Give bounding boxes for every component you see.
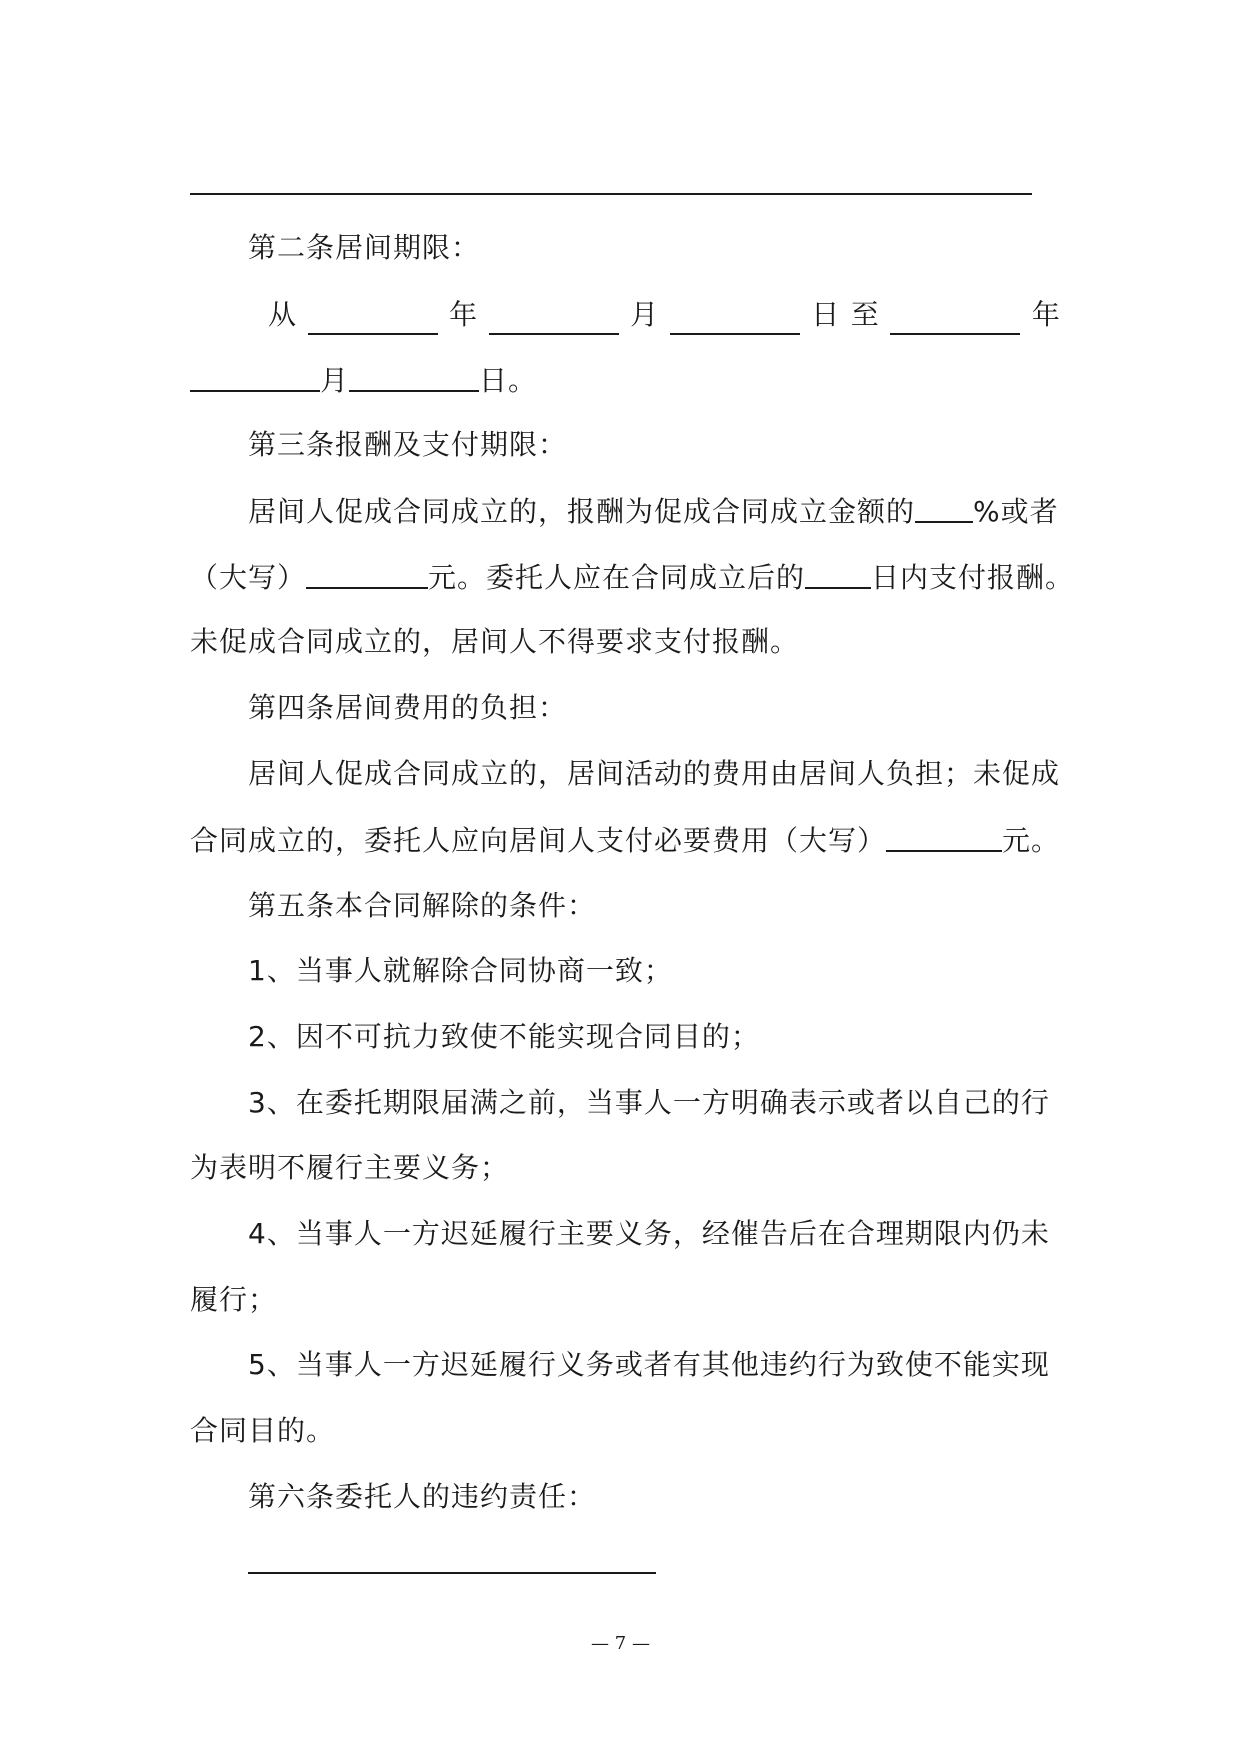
start-day-blank	[670, 303, 800, 335]
month-label: 月	[630, 298, 659, 331]
day-label: 日	[811, 298, 840, 331]
payment-days-blank	[805, 557, 871, 589]
to-label: 至	[850, 298, 879, 331]
article-4-heading: 第四条居间费用的负担：	[248, 691, 568, 724]
article-2-heading: 第二条居间期限：	[248, 231, 481, 264]
period-line-2	[190, 360, 1060, 401]
end-month-label: 月	[320, 364, 350, 397]
article-3-para-2	[190, 557, 1075, 598]
end-year-blank	[890, 303, 1020, 335]
end-year-label: 年	[1031, 298, 1060, 331]
start-month-blank	[489, 303, 619, 335]
article-5-item-2: 2、因不可抗力致使不能实现合同目的；	[248, 1020, 760, 1053]
article-4-para-1: 居间人促成合同成立的，居间活动的费用由居间人负担；未促成	[248, 757, 1061, 790]
article-4-para-2	[190, 820, 1060, 861]
article-6-blank-line	[248, 1572, 656, 1574]
article-6-heading: 第六条委托人的违约责任：	[248, 1480, 597, 1513]
fee-amount-blank	[306, 557, 428, 589]
expense-text: 合同成立的，委托人应向居间人支付必要费用（大写）	[190, 824, 887, 857]
expense-amount-blank	[886, 820, 1002, 852]
capital-label: （大写）	[190, 561, 307, 594]
fee-percent-blank	[915, 491, 973, 523]
article-5-item-4-line-1: 4、当事人一方迟延履行主要义务，经催告后在合理期限内仍未	[248, 1217, 1050, 1250]
fee-text: 居间人促成合同成立的，报酬为促成合同成立金额的	[248, 495, 916, 528]
article-5-item-5-line-1: 5、当事人一方迟延履行义务或者有其他违约行为致使不能实现	[248, 1348, 1050, 1381]
article-5-item-3-line-1: 3、在委托期限届满之前，当事人一方明确表示或者以自己的行	[248, 1086, 1050, 1119]
end-month-blank	[190, 360, 320, 392]
article-5-heading: 第五条本合同解除的条件：	[248, 889, 597, 922]
end-day-label: 日。	[479, 364, 538, 397]
article-5-item-4-line-2: 履行；	[190, 1283, 278, 1316]
payment-text: 元。委托人应在合同成立后的	[428, 561, 806, 594]
page-number: — 7 —	[591, 1633, 650, 1654]
article-5-item-5-line-2: 合同目的。	[190, 1414, 336, 1447]
period-line	[268, 295, 1060, 335]
end-day-blank	[349, 360, 479, 392]
from-label: 从	[268, 298, 297, 331]
payment-days-text: 日内支付报酬。	[871, 561, 1075, 594]
start-year-blank	[308, 303, 438, 335]
percent-text: %或者	[973, 495, 1059, 528]
year-label: 年	[449, 298, 478, 331]
article-3-heading: 第三条报酬及支付期限：	[248, 428, 568, 461]
top-blank-line	[190, 193, 1032, 195]
yuan-text: 元。	[1002, 824, 1061, 857]
article-5-item-1: 1、当事人就解除合同协商一致；	[248, 954, 673, 987]
article-3-para-3: 未促成合同成立的，居间人不得要求支付报酬。	[190, 625, 800, 658]
article-5-item-3-line-2: 为表明不履行主要义务；	[190, 1151, 510, 1184]
article-3-para-1	[248, 491, 1060, 532]
